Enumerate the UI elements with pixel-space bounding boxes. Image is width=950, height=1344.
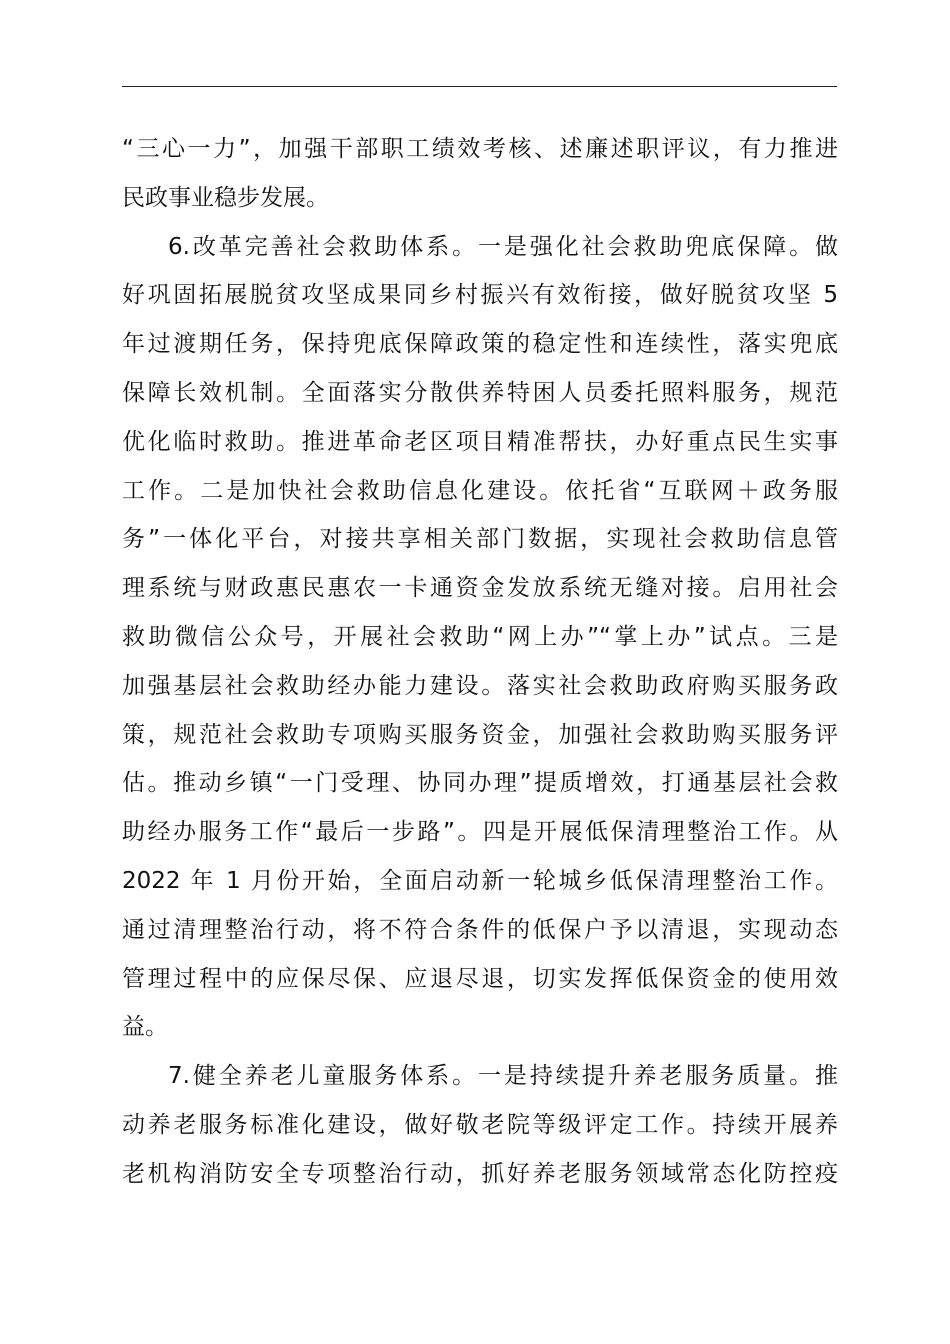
text-line: 动养老服务标准化建设，做好敬老院等级评定工作。持续开展养 [122, 1111, 838, 1138]
text-line: 2022 年 1 月份开始，全面启动新一轮城乡低保清理整治工作。 [122, 867, 838, 894]
text-line: 工作。二是加快社会救助信息化建设。依托省“互联网＋政务服 [122, 477, 838, 504]
text-line: 助经办服务工作“最后一步路”。四是开展低保清理整治工作。从 [122, 819, 838, 846]
text-line: 通过清理整治行动，将不符合条件的低保户予以清退，实现动态 [122, 916, 838, 943]
text-line: 理系统与财政惠民惠农一卡通资金发放系统无缝对接。启用社会 [122, 575, 838, 602]
section-heading-line: 7.健全养老儿童服务体系。一是持续提升养老服务质量。推 [168, 1063, 838, 1090]
text-line: 加强基层社会救助经办能力建设。落实社会救助政府购买服务政 [122, 672, 838, 699]
text-line: 估。推动乡镇“一门受理、协同办理”提质增效，打通基层社会救 [122, 770, 838, 797]
text-line: 年过渡期任务，保持兜底保障政策的稳定性和连续性，落实兜底 [122, 331, 838, 358]
section-heading-line: 6.改革完善社会救助体系。一是强化社会救助兜底保障。做 [168, 233, 838, 260]
header-rule [122, 86, 837, 87]
text-line: “三心一力”，加强干部职工绩效考核、述廉述职评议，有力推进 [122, 136, 838, 162]
text-line: 好巩固拓展脱贫攻坚成果同乡村振兴有效衔接，做好脱贫攻坚 5 [122, 282, 838, 309]
text-line: 优化临时救助。推进革命老区项目精准帮扶，办好重点民生实事 [122, 428, 838, 455]
text-line: 策，规范社会救助专项购买服务资金，加强社会救助购买服务评 [122, 721, 838, 748]
text-line: 益。 [122, 1014, 168, 1041]
text-line: 民政事业稳步发展。 [122, 184, 329, 211]
text-line: 救助微信公众号，开展社会救助“网上办”“掌上办”试点。三是 [122, 623, 838, 650]
text-line: 管理过程中的应保尽保、应退尽退，切实发挥低保资金的使用效 [122, 965, 838, 992]
text-line: 老机构消防安全专项整治行动，抓好养老服务领域常态化防控疫 [122, 1160, 838, 1187]
text-line: 务”一体化平台，对接共享相关部门数据，实现社会救助信息管 [122, 526, 838, 553]
text-line: 保障长效机制。全面落实分散供养特困人员委托照料服务，规范 [122, 379, 838, 406]
body-text [122, 125, 838, 1199]
